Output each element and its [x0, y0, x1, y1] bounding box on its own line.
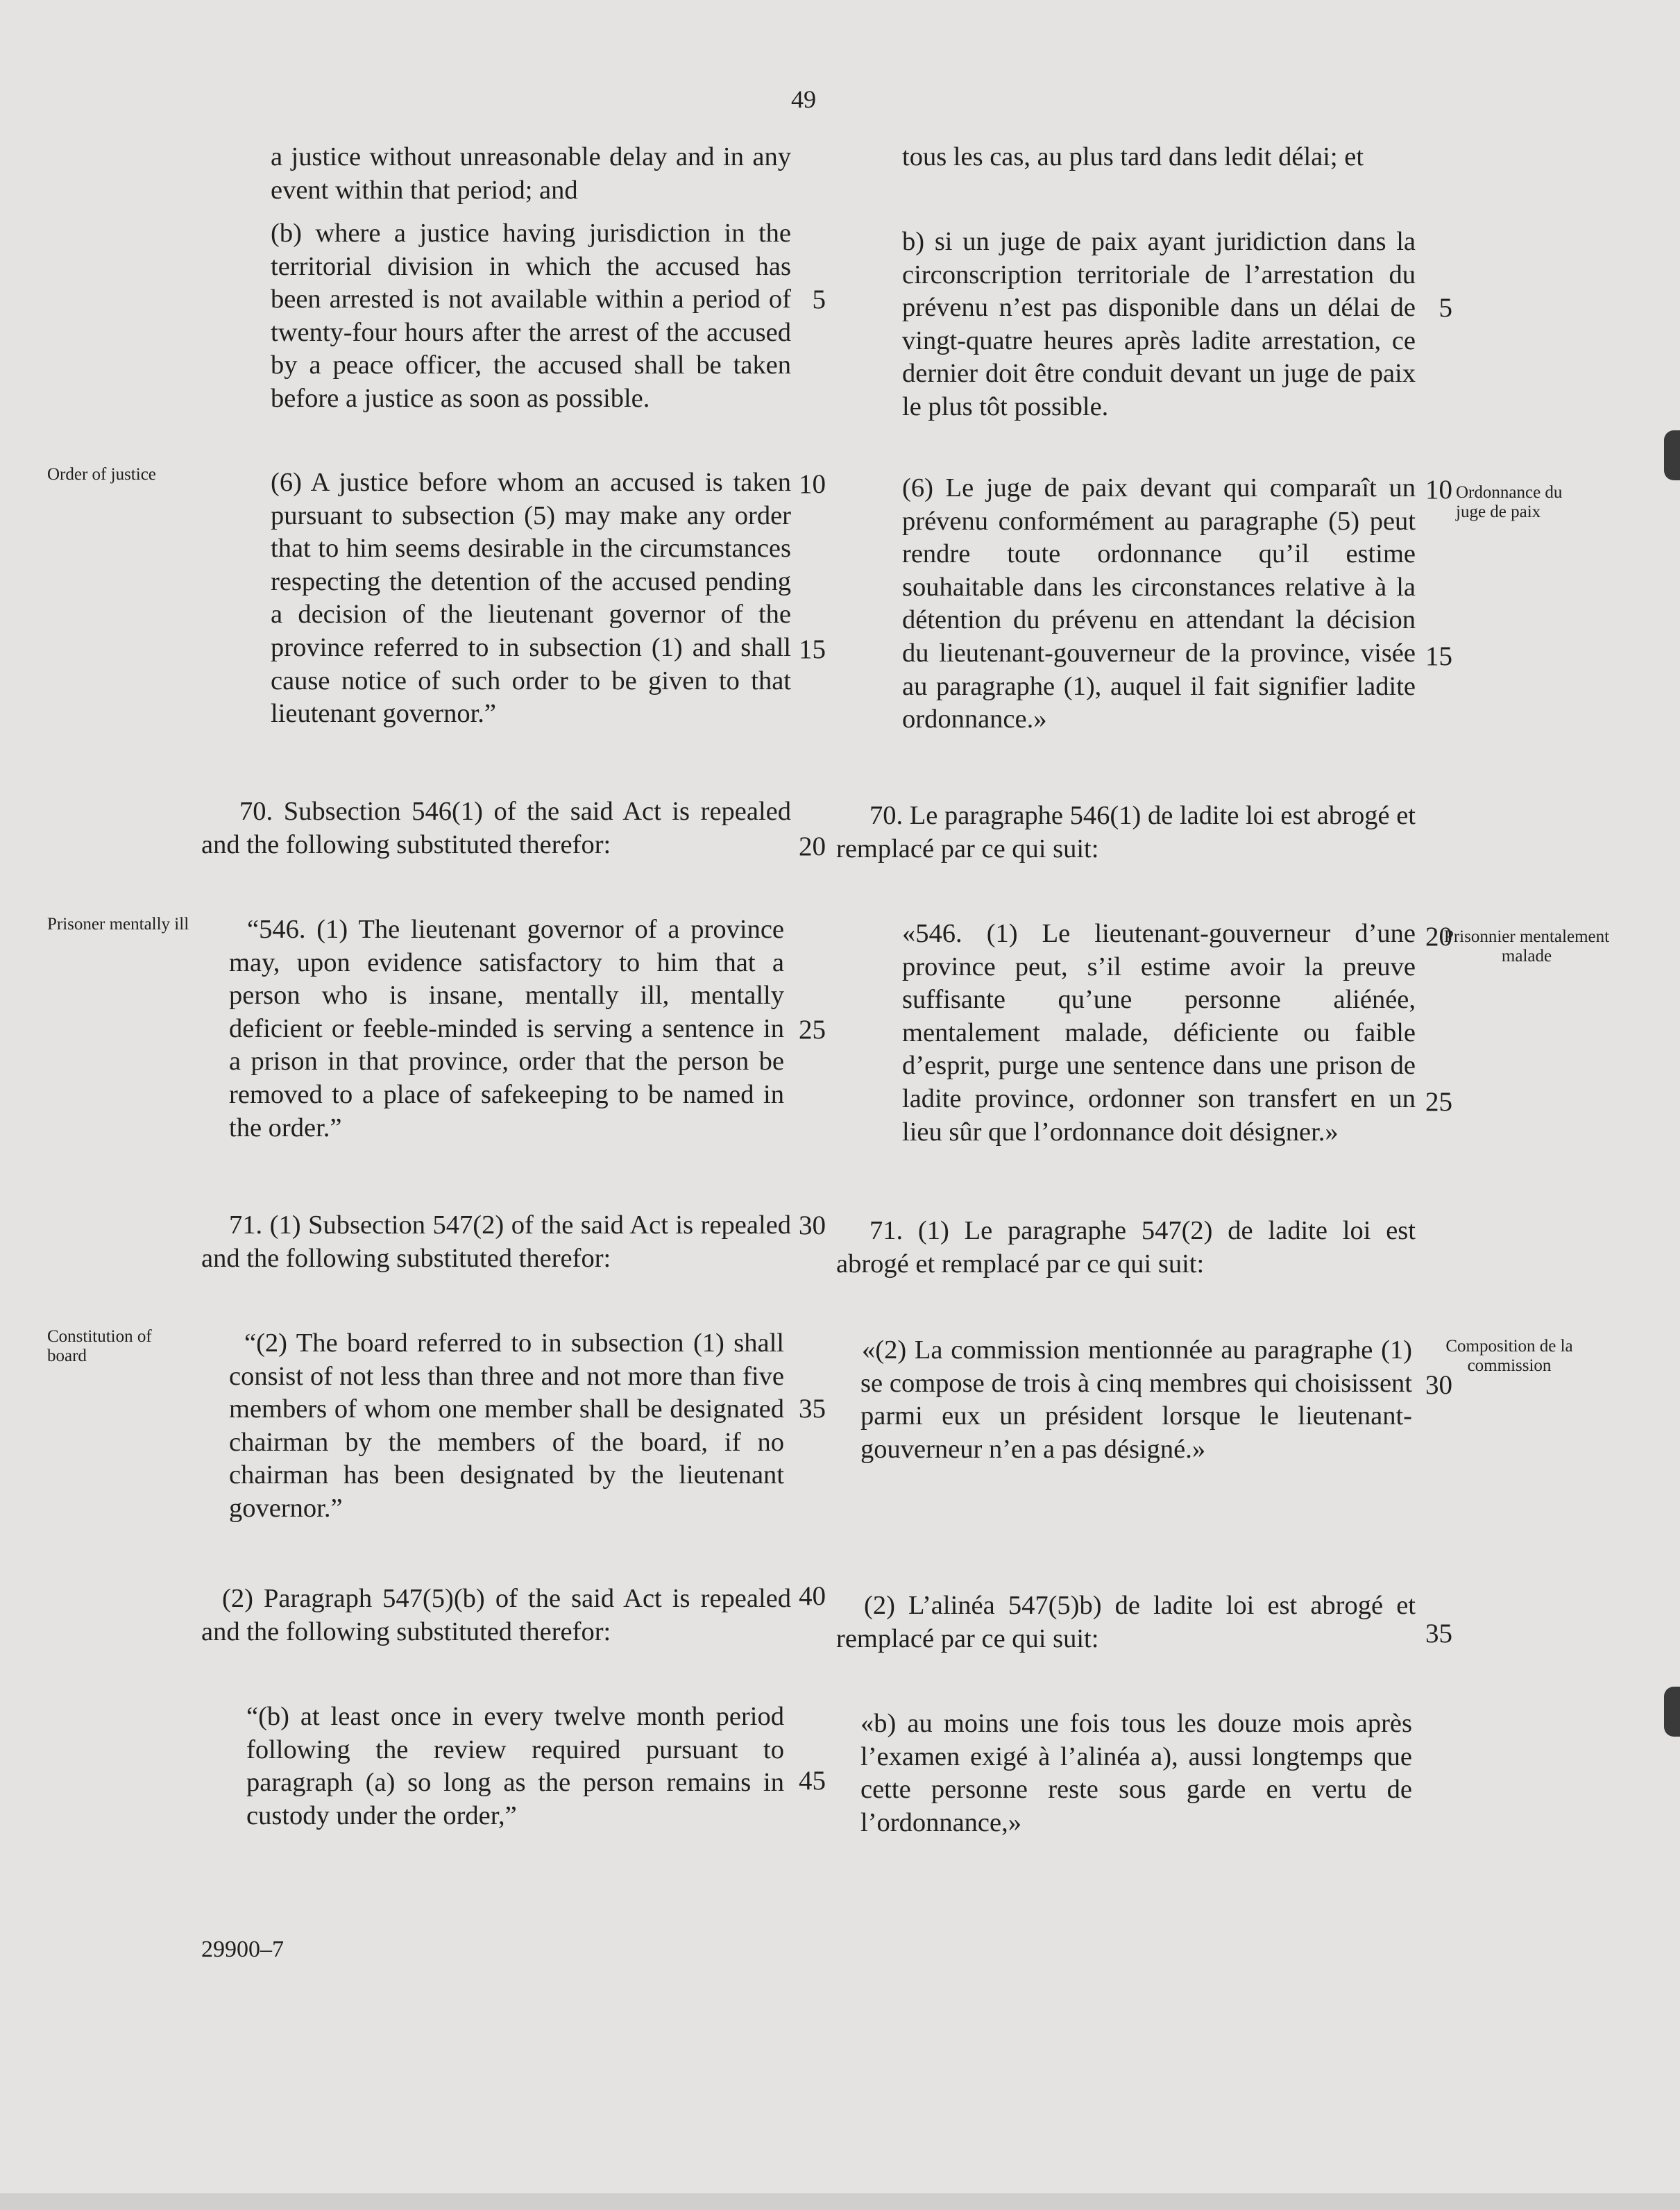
fr-paragraph-b-quote: «b) au moins une fois tous les douze mois après l’examen exigé à l’alinéa a), aussi longtemps que cette personne reste sous garde en vertu de l’ordonnance,»	[860, 1709, 1412, 1837]
fr-paragraph-b: b) si un juge de paix ayant juridiction dans la circonscription territoriale de l’arrestation du prévenu n’est pas disponible dans un délai de vingt-quatre heures après ladite arrestation, ce dernier doit être conduit devant un juge de paix le plus tôt possible.	[902, 227, 1416, 421]
en-section-71-2: (2) Paragraph 547(5)(b) of the said Act is repealed and the following substituted therefor:	[201, 1584, 791, 1646]
fr-section-546-quote: «546. (1) Le lieutenant-gouverneur d’une province peut, s’il estime avoir la preuve suffisante qu’une personne aliénée, mentalement malade, déficiente ou faible d’esprit, purge une sentence dans une prison de ladite province, ordonner son transfert en un lieu sûr que l’ordonnance doit désigner.»	[902, 919, 1416, 1147]
line-number: 15	[1425, 641, 1452, 671]
en-paragraph-a-continued: a justice without unreasonable delay and in any event within that period; and	[271, 142, 791, 205]
line-number: 20	[799, 832, 826, 861]
margin-note-ordonnance-du-juge: Ordonnance du juge de paix	[1456, 483, 1563, 521]
margin-note-order-of-justice: Order of justice	[47, 465, 156, 484]
fr-subsection-2-quote: «(2) La commission mentionnée au paragraphe (1) se compose de trois à cinq membres qui choisissent parmi eux un président lorsque le lieutenant-gouverneur n’en a pas désigné.»	[860, 1335, 1412, 1464]
fr-paragraph-a-continued: tous les cas, au plus tard dans ledit délai; et	[902, 142, 1364, 171]
line-number: 5	[1439, 293, 1452, 323]
line-number: 25	[799, 1015, 826, 1045]
line-number: 10	[799, 469, 826, 499]
line-number: 20	[1425, 922, 1452, 952]
en-paragraph-b: (b) where a justice having jurisdiction in the territorial division in which the accused has been arrested is not available within a period of twenty-four hours after the arrest of the accused by a peace officer, the accused shall be taken before a justice as soon as possible.	[271, 219, 791, 413]
fr-section-71-1: 71. (1) Le paragraphe 547(2) de ladite loi est abrogé et remplacé par ce qui suit:	[836, 1216, 1416, 1279]
margin-note-prisonnier-malade: Prisonnier mentalement malade	[1443, 927, 1610, 965]
en-section-546-quote: “546. (1) The lieutenant governor of a province may, upon evidence satisfactory to him that a person who is insane, mentally ill, mentally deficient or feeble-minded is serving a sentence in a prison in that province, order that the person be removed to a place of safekeeping to be named in the order.”	[229, 915, 784, 1142]
footer-code: 29900–7	[201, 1937, 284, 1962]
en-paragraph-b-quote: “(b) at least once in every twelve month period following the review required pursuant to paragraph (a) so long as the person remains in custody under the order,”	[246, 1702, 784, 1830]
line-number: 35	[1425, 1619, 1452, 1648]
line-number: 25	[1425, 1087, 1452, 1117]
line-number: 40	[799, 1581, 826, 1611]
en-section-70: 70. Subsection 546(1) of the said Act is repealed and the following substituted therefor:	[201, 797, 791, 859]
binder-hole-mark	[1664, 430, 1680, 480]
fr-section-71-2: (2) L’alinéa 547(5)b) de ladite loi est abrogé et remplacé par ce qui suit:	[836, 1591, 1416, 1653]
line-number: 30	[799, 1211, 826, 1240]
margin-note-prisoner-mentally-ill: Prisoner mentally ill	[47, 915, 189, 934]
line-number: 10	[1425, 475, 1452, 505]
line-number: 45	[799, 1766, 826, 1796]
en-section-71-1: 71. (1) Subsection 547(2) of the said Act is repealed and the following substituted therefor:	[201, 1211, 791, 1273]
fr-section-70: 70. Le paragraphe 546(1) de ladite loi est abrogé et remplacé par ce qui suit:	[836, 801, 1416, 863]
line-number: 35	[799, 1394, 826, 1424]
line-number: 30	[1425, 1370, 1452, 1400]
line-number: 15	[799, 634, 826, 664]
fr-subsection-6: (6) Le juge de paix devant qui comparaît un prévenu conformément au paragraphe (5) peut rendre toute ordonnance qu’il estime souhaitable dans les circonstances relative à la détention du prévenu en attendant la décision du lieutenant-gouverneur de la province, visée au paragraphe (1), auquel il fait signifier ladite ordonnance.»	[902, 473, 1416, 734]
en-subsection-2-quote: “(2) The board referred to in subsection (1) shall consist of not less than three and not more than five members of whom one member shall be designated chairman by the members of the board, if no chairman has been designated by the lieutenant governor.”	[229, 1328, 784, 1523]
margin-note-composition-commission: Composition de la commission	[1445, 1337, 1573, 1375]
binder-hole-mark	[1664, 1687, 1680, 1737]
en-subsection-6: (6) A justice before whom an accused is taken pursuant to subsection (5) may make any order that to him seems desirable in the circumstances respecting the detention of the accused pending a decision of the lieutenant governor of the province referred to in subsection (1) and shall cause notice of such order to be given to that lieutenant governor.”	[271, 468, 791, 729]
line-number: 5	[812, 285, 826, 314]
page-number: 49	[791, 85, 816, 113]
page-bottom-edge	[0, 2193, 1680, 2210]
margin-note-constitution-of-board: Constitution of board	[47, 1327, 152, 1365]
